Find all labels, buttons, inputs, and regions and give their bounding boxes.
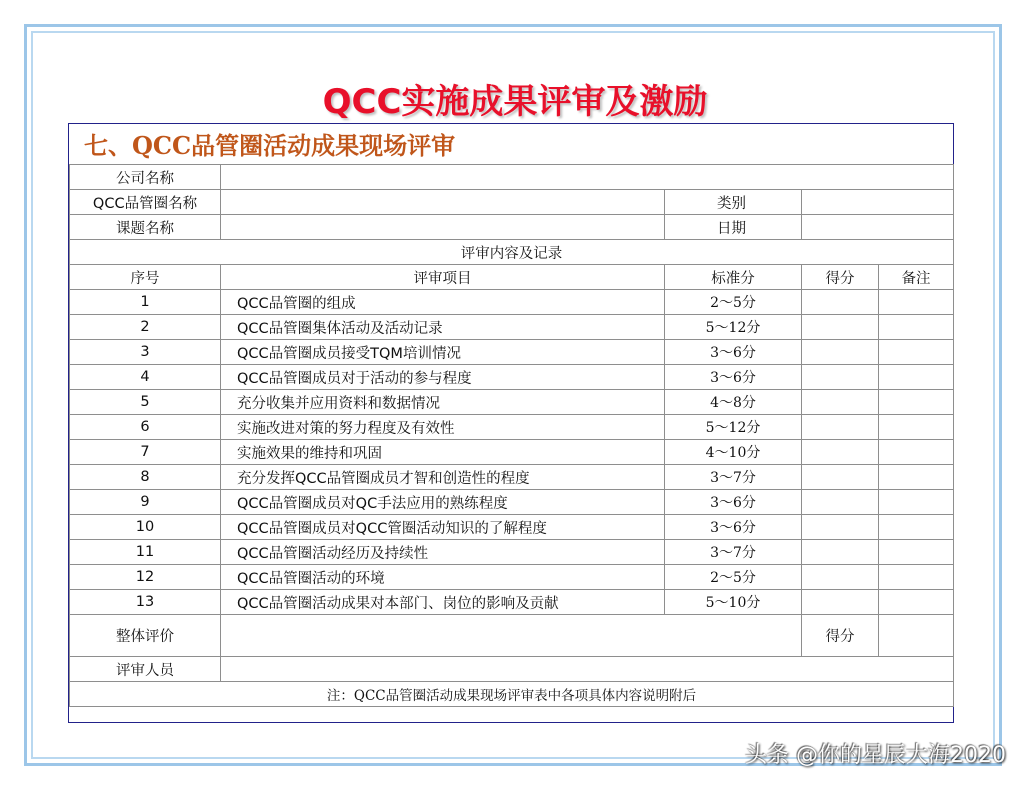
- note-row: [70, 682, 954, 707]
- item-name: QCC品管圈集体活动及活动记录: [221, 315, 665, 340]
- item-name: 充分发挥QCC品管圈成员才智和创造性的程度: [221, 465, 665, 490]
- item-no: 3: [70, 340, 221, 365]
- item-remark-field[interactable]: [879, 515, 954, 540]
- section-label: 评审内容及记录: [70, 240, 954, 265]
- company-label: 公司名称: [70, 165, 221, 190]
- table-row: [70, 465, 954, 490]
- item-no: 9: [70, 490, 221, 515]
- overall-label: 整体评价: [70, 615, 221, 657]
- item-remark-field[interactable]: [879, 540, 954, 565]
- item-score-field[interactable]: [802, 515, 879, 540]
- col-header-no: 序号: [70, 265, 221, 290]
- slide-title: QCC实施成果评审及激励: [322, 82, 708, 122]
- item-name: QCC品管圈成员对于活动的参与程度: [221, 365, 665, 390]
- table-row: [70, 540, 954, 565]
- watermark: 头条 @你的星辰大海2020: [745, 743, 1006, 768]
- item-remark-field[interactable]: [879, 590, 954, 615]
- item-score-field[interactable]: [802, 465, 879, 490]
- item-remark-field[interactable]: [879, 565, 954, 590]
- table-row: [70, 515, 954, 540]
- note-text: 注：QCC品管圈活动成果现场评审表中各项具体内容说明附后: [70, 682, 954, 707]
- item-score-field[interactable]: [802, 590, 879, 615]
- item-remark-field[interactable]: [879, 415, 954, 440]
- item-remark-field[interactable]: [879, 490, 954, 515]
- item-score-field[interactable]: [802, 540, 879, 565]
- item-name: 实施效果的维持和巩固: [221, 440, 665, 465]
- item-standard: 4～8分: [665, 390, 802, 415]
- item-standard: 3～6分: [665, 490, 802, 515]
- item-score-field[interactable]: [802, 365, 879, 390]
- form-heading: 七、QCC品管圈活动成果现场评审: [84, 131, 456, 160]
- company-row: [70, 165, 954, 190]
- item-score-field[interactable]: [802, 565, 879, 590]
- overall-score-field[interactable]: [879, 615, 954, 657]
- item-name: 实施改进对策的努力程度及有效性: [221, 415, 665, 440]
- table-row: [70, 340, 954, 365]
- item-no: 8: [70, 465, 221, 490]
- col-header-standard: 标准分: [665, 265, 802, 290]
- item-standard: 3～6分: [665, 340, 802, 365]
- item-standard: 5～12分: [665, 315, 802, 340]
- item-score-field[interactable]: [802, 490, 879, 515]
- table-row: [70, 440, 954, 465]
- item-no: 4: [70, 365, 221, 390]
- item-standard: 2～5分: [665, 290, 802, 315]
- item-remark-field[interactable]: [879, 340, 954, 365]
- item-remark-field[interactable]: [879, 365, 954, 390]
- col-header-remark: 备注: [879, 265, 954, 290]
- item-name: QCC品管圈的组成: [221, 290, 665, 315]
- item-remark-field[interactable]: [879, 465, 954, 490]
- items-body: [70, 290, 954, 615]
- overall-score-label: 得分: [802, 615, 879, 657]
- item-standard: 2～5分: [665, 565, 802, 590]
- category-label: 类别: [665, 190, 802, 215]
- item-name: 充分收集并应用资料和数据情况: [221, 390, 665, 415]
- date-field[interactable]: [802, 215, 954, 240]
- item-score-field[interactable]: [802, 390, 879, 415]
- item-no: 5: [70, 390, 221, 415]
- table-row: [70, 315, 954, 340]
- item-no: 13: [70, 590, 221, 615]
- item-name: QCC品管圈活动的环境: [221, 565, 665, 590]
- reviewer-row: [70, 657, 954, 682]
- section-row: [70, 240, 954, 265]
- item-standard: 3～7分: [665, 465, 802, 490]
- table-row: [70, 565, 954, 590]
- overall-row: [70, 615, 954, 657]
- table-row: [70, 415, 954, 440]
- item-name: QCC品管圈成员接受TQM培训情况: [221, 340, 665, 365]
- table-row: [70, 590, 954, 615]
- item-no: 7: [70, 440, 221, 465]
- item-name: QCC品管圈活动经历及持续性: [221, 540, 665, 565]
- item-standard: 3～6分: [665, 365, 802, 390]
- item-name: QCC品管圈成员对QC手法应用的熟练程度: [221, 490, 665, 515]
- review-table: [69, 164, 954, 707]
- category-field[interactable]: [802, 190, 954, 215]
- item-standard: 4～10分: [665, 440, 802, 465]
- reviewer-field[interactable]: [221, 657, 954, 682]
- item-no: 6: [70, 415, 221, 440]
- table-row: [70, 490, 954, 515]
- date-label: 日期: [665, 215, 802, 240]
- topic-label: 课题名称: [70, 215, 221, 240]
- table-row: [70, 390, 954, 415]
- item-no: 2: [70, 315, 221, 340]
- item-score-field[interactable]: [802, 315, 879, 340]
- table-row: [70, 290, 954, 315]
- header-row: [70, 265, 954, 290]
- item-score-field[interactable]: [802, 290, 879, 315]
- circle-row: [70, 190, 954, 215]
- item-remark-field[interactable]: [879, 390, 954, 415]
- overall-field[interactable]: [221, 615, 802, 657]
- circle-label: QCC品管圈名称: [70, 190, 221, 215]
- item-remark-field[interactable]: [879, 290, 954, 315]
- table-row: [70, 365, 954, 390]
- item-standard: 5～10分: [665, 590, 802, 615]
- col-header-item: 评审项目: [221, 265, 665, 290]
- topic-row: [70, 215, 954, 240]
- item-standard: 5～12分: [665, 415, 802, 440]
- item-name: QCC品管圈活动成果对本部门、岗位的影响及贡献: [221, 590, 665, 615]
- item-remark-field[interactable]: [879, 315, 954, 340]
- item-standard: 3～6分: [665, 515, 802, 540]
- item-name: QCC品管圈成员对QCC管圈活动知识的了解程度: [221, 515, 665, 540]
- item-no: 12: [70, 565, 221, 590]
- item-no: 1: [70, 290, 221, 315]
- item-remark-field[interactable]: [879, 440, 954, 465]
- topic-field[interactable]: [221, 215, 665, 240]
- item-score-field[interactable]: [802, 415, 879, 440]
- item-score-field[interactable]: [802, 440, 879, 465]
- item-score-field[interactable]: [802, 340, 879, 365]
- item-standard: 3～7分: [665, 540, 802, 565]
- item-no: 11: [70, 540, 221, 565]
- circle-field[interactable]: [221, 190, 665, 215]
- company-field[interactable]: [221, 165, 954, 190]
- col-header-score: 得分: [802, 265, 879, 290]
- reviewer-label: 评审人员: [70, 657, 221, 682]
- item-no: 10: [70, 515, 221, 540]
